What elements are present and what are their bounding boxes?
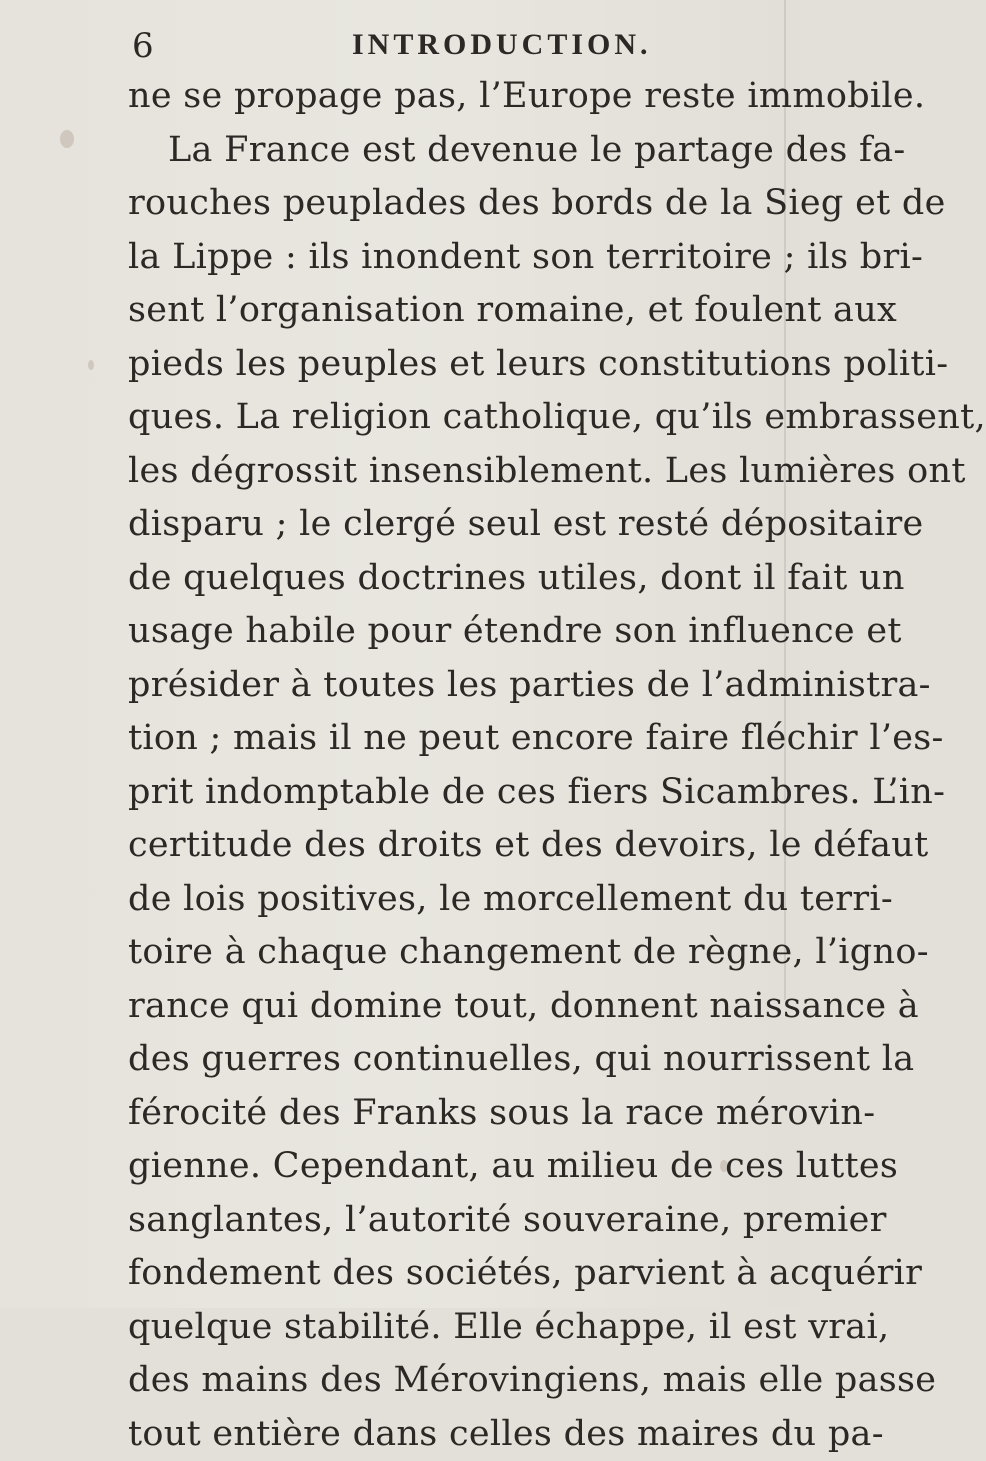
text-line: prit indomptable de ces fiers Sicambres. L’in- — [128, 766, 788, 820]
text-line: des mains des Mérovingiens, mais elle passe — [128, 1354, 788, 1408]
text-line: gienne. Cependant, au milieu de ces luttes — [128, 1140, 788, 1194]
text-line: quelque stabilité. Elle échappe, il est vrai, — [128, 1301, 788, 1355]
text-line: toire à chaque changement de règne, l’igno- — [128, 926, 788, 980]
text-line: sent l’organisation romaine, et foulent aux — [128, 284, 788, 338]
text-line: rouches peuplades des bords de la Sieg et de — [128, 177, 788, 231]
text-line: fondement des sociétés, parvient à acquérir — [128, 1247, 788, 1301]
page-number: 6 — [132, 26, 154, 66]
text-line: certitude des droits et des devoirs, le défaut — [128, 819, 788, 873]
text-line: des guerres continuelles, qui nourrissent la — [128, 1033, 788, 1087]
text-line: usage habile pour étendre son influence et — [128, 605, 788, 659]
text-line: ne se propage pas, l’Europe reste immobile. — [128, 70, 788, 124]
text-line: les dégrossit insensiblement. Les lumières ont — [128, 445, 788, 499]
text-line: sanglantes, l’autorité souveraine, premier — [128, 1194, 788, 1248]
text-line: de lois positives, le morcellement du terri- — [128, 873, 788, 927]
text-line: présider à toutes les parties de l’administra- — [128, 659, 788, 713]
text-line: tion ; mais il ne peut encore faire fléchir l’es- — [128, 712, 788, 766]
text-line: rance qui domine tout, donnent naissance à — [128, 980, 788, 1034]
page-header — [0, 26, 800, 66]
body-text — [128, 70, 788, 1461]
running-head: INTRODUCTION. — [352, 28, 652, 62]
text-line: ques. La religion catholique, qu’ils embrassent, — [128, 391, 788, 445]
text-line: disparu ; le clergé seul est resté dépositaire — [128, 498, 788, 552]
text-line: pieds les peuples et leurs constitutions politi- — [128, 338, 788, 392]
text-line: la Lippe : ils inondent son territoire ; ils bri- — [128, 231, 788, 285]
paper-stain — [60, 130, 74, 148]
text-line: tout entière dans celles des maires du pa- — [128, 1408, 788, 1461]
text-line: de quelques doctrines utiles, dont il fait un — [128, 552, 788, 606]
text-line: férocité des Franks sous la race mérovin- — [128, 1087, 788, 1141]
text-line: La France est devenue le partage des fa- — [128, 124, 788, 178]
paper-stain — [88, 360, 94, 370]
